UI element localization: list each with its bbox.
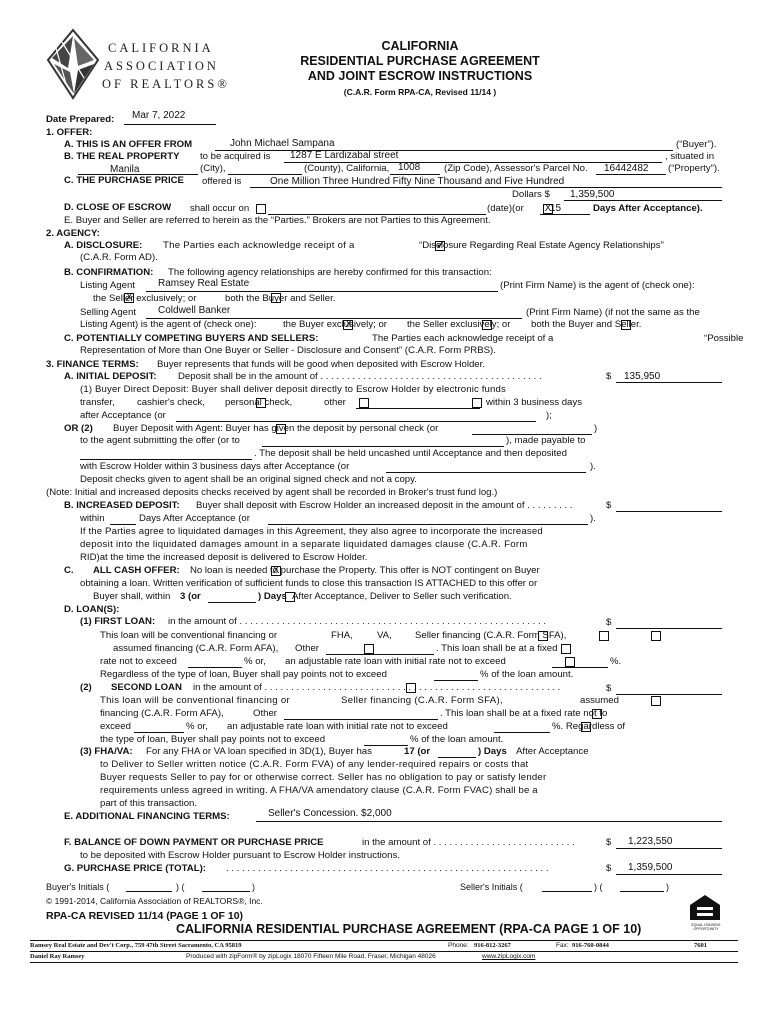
total-amount[interactable]: 1,359,500 bbox=[628, 862, 673, 873]
a1-transfer: transfer, bbox=[80, 397, 115, 408]
b-line3: If the Parties agree to liquidated damages in this Agreement, they also agree to incorporate the increased bbox=[80, 526, 543, 537]
date-prepared-value[interactable]: Mar 7, 2022 bbox=[132, 110, 186, 121]
produced-with: Produced with zipForm® by zipLogix 18070 Fifteen Mile Road, Fraser, Michigan 48026 bbox=[186, 953, 436, 960]
selling-suffix: (Print Firm Name) (if not the same as the bbox=[526, 307, 700, 318]
additional-terms-value[interactable]: Seller's Concession. $2,000 bbox=[268, 808, 392, 819]
trust-fund-note: (Note: Initial and increased deposits checks received by agent shall be recorded in Broker's trust fund log.) bbox=[46, 487, 498, 498]
within-label: within bbox=[80, 513, 105, 524]
d2-num: (2) bbox=[80, 682, 92, 693]
county-label: (County), California, bbox=[304, 163, 390, 174]
pct-loan-amount: % of the loan amount. bbox=[480, 669, 574, 680]
fha-label: FHA, bbox=[331, 630, 353, 641]
agency-a-form: (C.A.R. Form AD). bbox=[80, 252, 158, 263]
regardless-text: Regardless of the type of loan, Buyer shall pay points not to exceed bbox=[100, 669, 387, 680]
buyer-exclusive-label: the Buyer exclusively; or bbox=[283, 319, 387, 330]
fha-va-line2: to Deliver to Seller written notice (C.A.R. Form FVA) of any lender-required repairs or costs that bbox=[100, 759, 529, 770]
date-prepared-label: Date Prepared: bbox=[46, 114, 115, 125]
offer-b-text: to be acquired is bbox=[200, 151, 271, 162]
d2-other-label: Other bbox=[253, 708, 277, 719]
form-subtitle: (C.A.R. Form RPA-CA, Revised 11/14 ) bbox=[343, 87, 497, 97]
other-loan-label: Other bbox=[295, 643, 319, 654]
all-cash-line3d: After Acceptance, Deliver to Seller such verification. bbox=[292, 591, 512, 602]
equal-housing-icon bbox=[688, 894, 722, 922]
held-uncashed: . The deposit shall be held uncashed until Acceptance and then deposited bbox=[254, 448, 567, 459]
ziplogix-link[interactable]: www.zipLogix.com bbox=[482, 953, 536, 960]
other-loan-checkbox[interactable] bbox=[561, 644, 571, 654]
both-label: both the Buyer and Seller. bbox=[225, 293, 336, 304]
seller-financing-label: Seller financing (C.A.R. Form SFA), bbox=[415, 630, 567, 641]
close-date-checkbox[interactable] bbox=[256, 204, 266, 214]
purchase-price[interactable]: 1,359,500 bbox=[570, 189, 615, 200]
d2-assumed-label: assumed bbox=[580, 695, 619, 706]
listing-suffix: (Print Firm Name) is the agent of (check one): bbox=[500, 280, 695, 291]
all-cash-line3a: Buyer shall, within bbox=[93, 591, 171, 602]
seller-exclusive-label: the Seller exclusively; or bbox=[93, 293, 197, 304]
buyer-name[interactable]: John Michael Sampana bbox=[230, 138, 335, 149]
payable-to: ), made payable to bbox=[506, 435, 586, 446]
seller-financing-checkbox[interactable] bbox=[651, 631, 661, 641]
agency-heading: 2. AGENCY: bbox=[46, 228, 100, 239]
phone-label: Phone: bbox=[448, 942, 469, 949]
or2-text: Buyer Deposit with Agent: Buyer has given the deposit by personal check (or bbox=[113, 423, 439, 434]
d2-seller-label: Seller financing (C.A.R. Form SFA), bbox=[341, 695, 503, 706]
both-2-label: both the Buyer and Seller. bbox=[531, 319, 642, 330]
buyer-initials-mid: ) ( bbox=[176, 882, 185, 892]
all-cash-line3c: ) Days bbox=[258, 591, 287, 602]
seller-initials-mid: ) ( bbox=[594, 882, 603, 892]
initial-deposit-text: Deposit shall be in the amount of . . . . . . . . . . . . . . . . . . . . . . . . . . . . . . . . . . . . . . . . . . bbox=[178, 371, 542, 382]
offer-c-text: offered is bbox=[202, 176, 242, 187]
dollar-sign-d1: $ bbox=[606, 617, 612, 628]
with-escrow-close: ). bbox=[590, 461, 596, 472]
offer-d-label: D. CLOSE OF ESCROW bbox=[64, 202, 172, 213]
deposit-checks-note: Deposit checks given to agent shall be an original signed check and not a copy. bbox=[80, 474, 417, 485]
zip-code[interactable]: 1008 bbox=[398, 162, 421, 173]
adjustable-rate-label: an adjustable rate loan with initial rate not to exceed bbox=[285, 656, 506, 667]
adj-pct: %. bbox=[610, 656, 622, 667]
agency-a-label: A. DISCLOSURE: bbox=[64, 240, 143, 251]
total-dots: . . . . . . . . . . . . . . . . . . . . . . . . . . . . . . . . . . . . . . . . . . . . . . . . . . . . . . . . . . . . . bbox=[226, 863, 549, 874]
increased-deposit-text: Buyer shall deposit with Escrow Holder an increased deposit in the amount of . . . . . . . . . bbox=[196, 500, 573, 511]
initial-deposit-label: A. INITIAL DEPOSIT: bbox=[64, 371, 157, 382]
days-after-acceptance: Days After Acceptance). bbox=[593, 203, 703, 214]
d2-pct-or: % or, bbox=[186, 721, 208, 732]
all-cash-label: ALL CASH OFFER: bbox=[93, 565, 180, 576]
footer-big-title: CALIFORNIA RESIDENTIAL PURCHASE AGREEMENT (RPA-CA PAGE 1 OF 10) bbox=[176, 922, 642, 936]
all-cash-line3b: 3 (or bbox=[180, 591, 201, 602]
logo-line3: OF REALTORS® bbox=[102, 77, 230, 91]
personal-check-label: personal check, bbox=[225, 397, 293, 408]
or2-close: ) bbox=[594, 423, 598, 434]
broker-company: Ramsey Real Estate and Dev't Corp., 759 47th Street Sacramento, CA 95819 bbox=[30, 942, 242, 949]
fax-number: 916-760-0844 bbox=[572, 942, 609, 949]
fha-va-label: (3) FHA/VA: bbox=[80, 746, 133, 757]
d1-line2: This loan will be conventional financing or bbox=[100, 630, 278, 641]
c-letter: C. bbox=[64, 565, 74, 576]
dollars-label: Dollars $ bbox=[512, 189, 550, 200]
logo-line2: ASSOCIATION bbox=[104, 59, 219, 73]
d2-line3: financing (C.A.R. Form AFA), bbox=[100, 708, 224, 719]
title-line3: AND JOINT ESCROW INSTRUCTIONS bbox=[307, 69, 533, 83]
adjustable-rate-checkbox[interactable] bbox=[565, 657, 575, 667]
second-loan-text: in the amount of . . . . . . . . . . . . . . . . . . . . . . . . . . . . . . . . . . . . . . . . . . . . . . . . . . . . . . . . bbox=[193, 682, 561, 693]
fha-va-text: For any FHA or VA loan specified in 3D(1), Buyer has bbox=[146, 746, 372, 757]
agent-name: Daniel Ray Ramsey bbox=[30, 953, 85, 960]
or2-label: OR (2) bbox=[64, 423, 93, 434]
property-city[interactable]: Manila bbox=[110, 164, 140, 175]
total-label: G. PURCHASE PRICE (TOTAL): bbox=[64, 863, 206, 874]
equal-housing-text: EQUAL HOUSING OPPORTUNITY bbox=[691, 923, 721, 931]
phone-number: 916-812-3267 bbox=[474, 942, 511, 949]
personal-check-checkbox[interactable] bbox=[359, 398, 369, 408]
fha-va-line5: part of this transaction. bbox=[100, 798, 198, 809]
dollar-sign-g: $ bbox=[606, 863, 612, 874]
seller-exclusive-2-label: the Seller exclusively; or bbox=[407, 319, 511, 330]
close-days[interactable]: 15 bbox=[550, 203, 562, 214]
va-checkbox[interactable] bbox=[599, 631, 609, 641]
seller-initials-label: Seller's Initials ( bbox=[460, 882, 523, 892]
buyer-suffix: (“Buyer”). bbox=[676, 139, 717, 150]
agency-a-text: The Parties each acknowledge receipt of a bbox=[163, 240, 355, 251]
form-number: 7601 bbox=[694, 942, 707, 949]
listing-agent-label: Listing Agent bbox=[80, 280, 135, 291]
logo-line1: CALIFORNIA bbox=[108, 41, 214, 55]
b-line5: RID)at the time the increased deposit is delivered to Escrow Holder. bbox=[80, 552, 368, 563]
offer-a-label: A. THIS IS AN OFFER FROM bbox=[64, 139, 193, 150]
date-or: (date)(or bbox=[487, 203, 524, 214]
offer-e-text: E. Buyer and Seller are referred to herein as the “Parties.” Brokers are not Parties to this Agreement. bbox=[64, 215, 491, 226]
revised-label: RPA-CA REVISED 11/14 (PAGE 1 OF 10) bbox=[46, 910, 244, 922]
fha-va-days: ) Days bbox=[478, 746, 507, 757]
d2-pct-loan: % of the loan amount. bbox=[410, 734, 504, 745]
copyright: © 1991-2014, California Association of REALTORS®, Inc. bbox=[46, 896, 263, 906]
agency-a-doc: “Disclosure Regarding Real Estate Agency Relationships” bbox=[419, 240, 664, 251]
agency-b-label: B. CONFIRMATION: bbox=[64, 267, 154, 278]
all-cash-text: No loan is needed to purchase the Property. This offer is NOT contingent on Buyer bbox=[190, 565, 540, 576]
loans-label: D. LOAN(S): bbox=[64, 604, 120, 615]
additional-terms-label: E. ADDITIONAL FINANCING TERMS: bbox=[64, 811, 230, 822]
balance-text: in the amount of . . . . . . . . . . . . . . . . . . . . . . . . . . . bbox=[362, 837, 575, 848]
a1-semicolon: ); bbox=[546, 410, 552, 421]
situated-in: , situated in bbox=[665, 151, 715, 162]
agency-c-line2: Representation of More than One Buyer or Seller - Disclosure and Consent” (C.A.R. Form PRBS). bbox=[80, 345, 496, 356]
buyer-initials-label: Buyer's Initials ( bbox=[46, 882, 110, 892]
d2-seller-checkbox[interactable] bbox=[651, 696, 661, 706]
all-cash-line2: obtaining a loan. Written verification of sufficient funds to close this transaction IS ATTACHED to this offer or bbox=[80, 578, 538, 589]
city-label: (City), bbox=[200, 163, 226, 174]
agency-c-label: C. POTENTIALLY COMPETING BUYERS AND SELLERS: bbox=[64, 333, 319, 344]
balance-label: F. BALANCE OF DOWN PAYMENT OR PURCHASE PRICE bbox=[64, 837, 324, 848]
selling-agent-label: Selling Agent bbox=[80, 307, 137, 318]
within-3-days: within 3 business days bbox=[486, 397, 582, 408]
parcel-number[interactable]: 16442482 bbox=[604, 163, 649, 174]
b-line4: deposit into the liquidated damages amount in a separate liquidated damages clause (C.A.R. Form bbox=[80, 539, 528, 550]
after-acceptance-or: after Acceptance (or bbox=[80, 410, 166, 421]
offer-d-text: shall occur on bbox=[190, 203, 250, 214]
d2-regardless: %. Regardless of bbox=[552, 721, 626, 732]
pct-or: % or, bbox=[244, 656, 266, 667]
d2-exceed: exceed bbox=[100, 721, 131, 732]
selling-line2: Listing Agent) is the agent of (check one): bbox=[80, 319, 257, 330]
finance-heading-text: Buyer represents that funds will be good when deposited with Escrow Holder. bbox=[157, 359, 485, 370]
first-loan-label: (1) FIRST LOAN: bbox=[80, 616, 156, 627]
va-label: VA, bbox=[377, 630, 392, 641]
fax-label: Fax: bbox=[556, 942, 569, 949]
a1-line1: (1) Buyer Direct Deposit: Buyer shall deliver deposit directly to Escrow Holder by electronic funds bbox=[80, 384, 506, 395]
fha-va-line4: requirements unless agreed in writing. A FHA/VA amendatory clause (C.A.R. Form FVAC) shall be a bbox=[100, 785, 538, 796]
finance-heading: 3. FINANCE TERMS: bbox=[46, 359, 139, 370]
d2-adjustable-label: an adjustable rate loan with initial rate not to exceed bbox=[227, 721, 448, 732]
price-in-words[interactable]: One Million Three Hundred Fifty Nine Thousand and Five Hundred bbox=[270, 176, 565, 187]
days-label-b: Days After Acceptance (or bbox=[139, 513, 250, 524]
d2-line2: This loan will be conventional financing or bbox=[100, 695, 290, 706]
fixed-rate-text: . This loan shall be at a fixed bbox=[436, 643, 558, 654]
dollar-sign-b: $ bbox=[606, 500, 612, 511]
seller-initials-close: ) bbox=[666, 882, 669, 892]
balance-amount[interactable]: 1,223,550 bbox=[628, 836, 673, 847]
fha-va-line3: Buyer requests Seller to pay for or otherwise correct. Seller has no obligation to pay or satisfy lender bbox=[100, 772, 547, 783]
initial-deposit-amount[interactable]: 135,950 bbox=[624, 371, 661, 382]
other-deposit-label: other bbox=[324, 397, 346, 408]
offer-b-label: B. THE REAL PROPERTY bbox=[64, 151, 180, 162]
zip-label: (Zip Code), Assessor's Parcel No. bbox=[444, 163, 588, 174]
other-deposit-checkbox[interactable] bbox=[472, 398, 482, 408]
assumed-financing-checkbox[interactable] bbox=[364, 644, 374, 654]
agency-c-doc: “Possible bbox=[704, 333, 744, 344]
second-loan-label: SECOND LOAN bbox=[111, 682, 182, 693]
offer-c-label: C. THE PURCHASE PRICE bbox=[64, 175, 184, 186]
fha-va-after: After Acceptance bbox=[516, 746, 589, 757]
balance-line2: to be deposited with Escrow Holder pursuant to Escrow Holder instructions. bbox=[80, 850, 400, 861]
dollar-sign-d2: $ bbox=[606, 683, 612, 694]
assumed-financing-label: assumed financing (C.A.R. Form AFA), bbox=[113, 643, 279, 654]
increased-deposit-label: B. INCREASED DEPOSIT: bbox=[64, 500, 180, 511]
listing-agent[interactable]: Ramsey Real Estate bbox=[158, 278, 250, 289]
agency-b-text: The following agency relationships are hereby confirmed for this transaction: bbox=[168, 267, 492, 278]
rate-not-exceed: rate not to exceed bbox=[100, 656, 177, 667]
d2-fixed: . This loan shall be at a fixed rate not to bbox=[440, 708, 608, 719]
cashiers-check-label: cashier's check, bbox=[137, 397, 205, 408]
b-close: ). bbox=[590, 513, 596, 524]
fha-va-17: 17 (or bbox=[404, 746, 431, 757]
car-logo-icon bbox=[38, 28, 108, 100]
buyer-initials-close: ) bbox=[252, 882, 255, 892]
title-line2: RESIDENTIAL PURCHASE AGREEMENT bbox=[300, 54, 540, 68]
d2-type: the type of loan, Buyer shall pay points not to exceed bbox=[100, 734, 326, 745]
title-line1: CALIFORNIA bbox=[381, 39, 459, 53]
property-suffix: (“Property”). bbox=[668, 163, 720, 174]
first-loan-text: in the amount of . . . . . . . . . . . . . . . . . . . . . . . . . . . . . . . . . . . . . . . . . . . . . . . . . . . . . . . . . . bbox=[168, 616, 546, 627]
property-address[interactable]: 1287 E Lardizabal street bbox=[290, 150, 399, 161]
agency-c-text: The Parties each acknowledge receipt of a bbox=[372, 333, 554, 344]
dollar-sign-a: $ bbox=[606, 371, 612, 382]
dollar-sign-f: $ bbox=[606, 837, 612, 848]
selling-agent[interactable]: Coldwell Banker bbox=[158, 305, 231, 316]
offer-heading: 1. OFFER: bbox=[46, 127, 93, 138]
to-agent: to the agent submitting the offer (or to bbox=[80, 435, 240, 446]
with-escrow-holder: with Escrow Holder within 3 business days after Acceptance (or bbox=[80, 461, 350, 472]
